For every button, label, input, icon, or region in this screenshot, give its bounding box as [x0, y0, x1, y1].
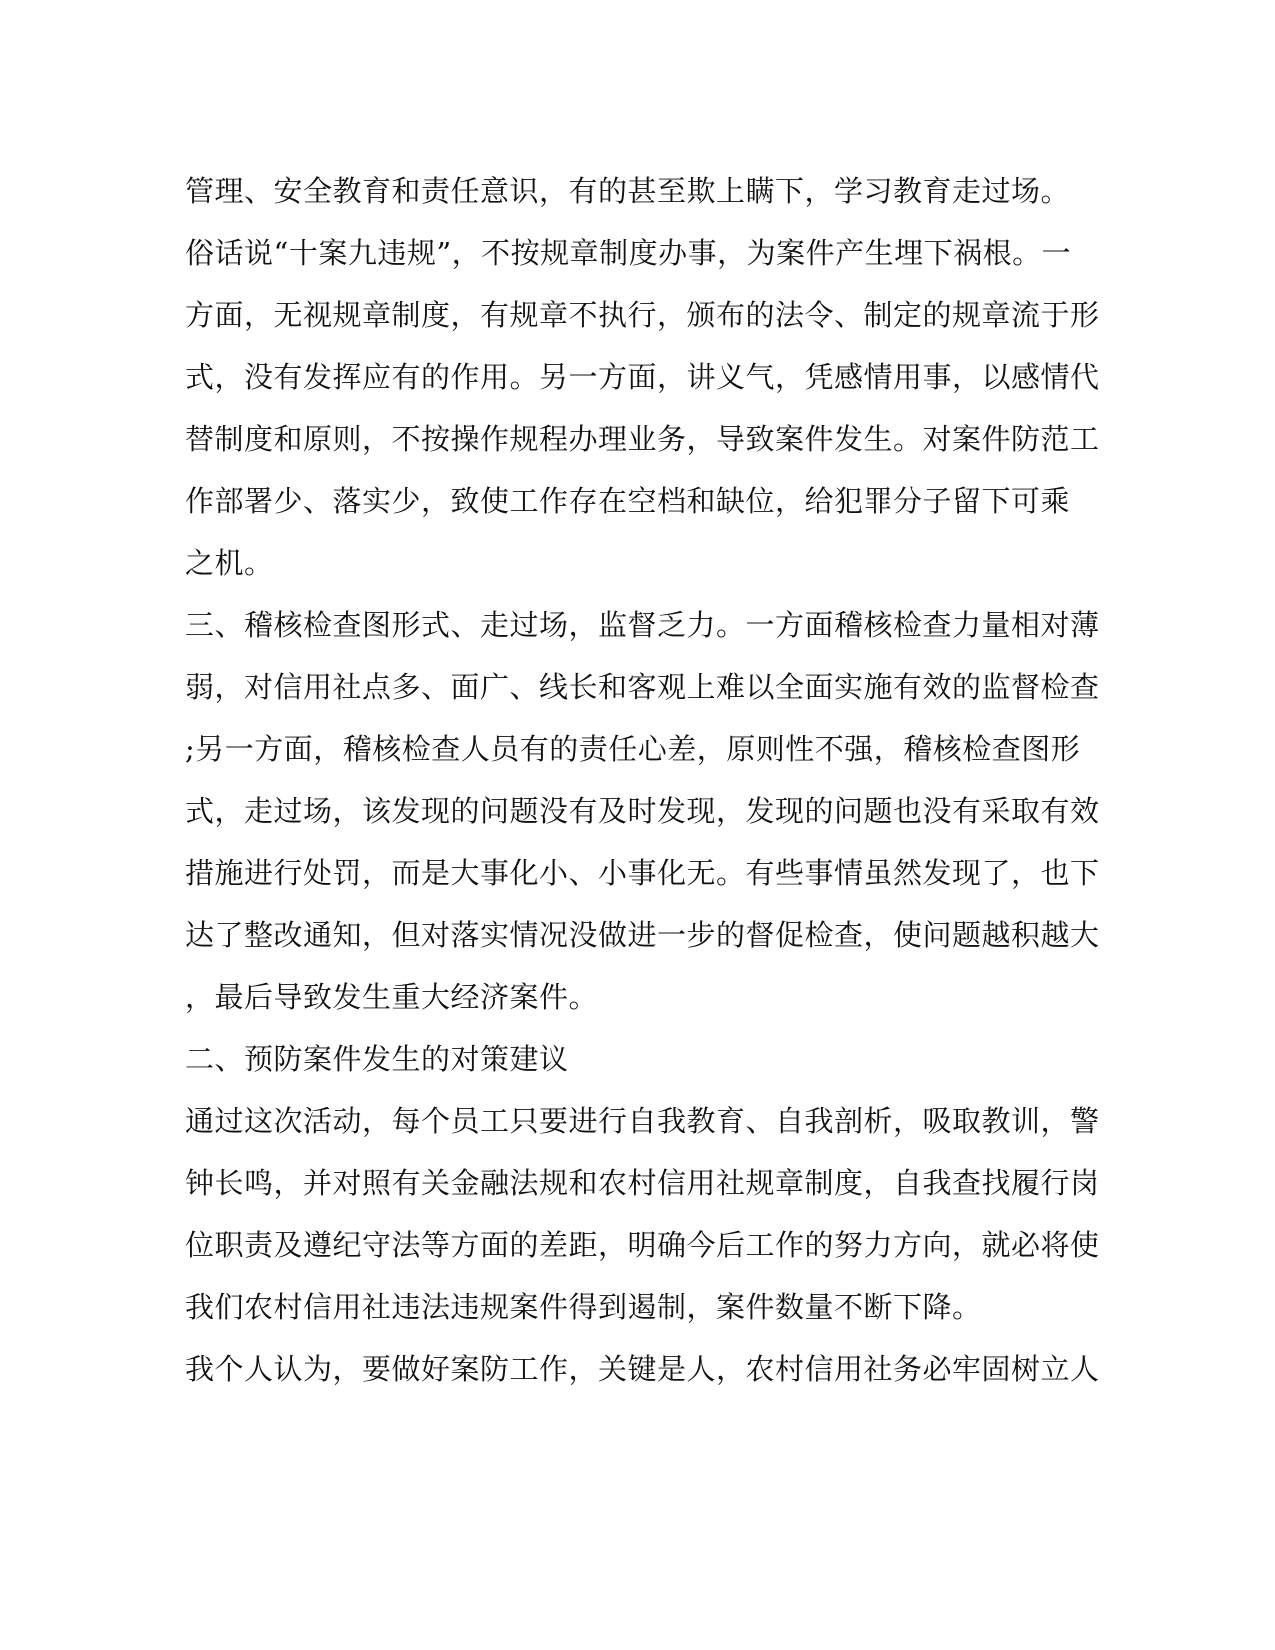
text-line: 达了整改通知，但对落实情况没做进一步的督促检查，使问题越积越大 [185, 918, 1100, 952]
text-line: 替制度和原则，不按操作规程办理业务，导致案件发生。对案件防范工 [185, 422, 1100, 456]
text-line: 通过这次活动，每个员工只要进行自我教育、自我剖析，吸取教训，警 [185, 1104, 1100, 1138]
text-line: 式，走过场，该发现的问题没有及时发现，发现的问题也没有采取有效 [185, 794, 1100, 828]
text-line: 我个人认为，要做好案防工作，关键是人，农村信用社务必牢固树立人 [185, 1352, 1100, 1386]
text-line: 位职责及遵纪守法等方面的差距，明确今后工作的努力方向，就必将使 [185, 1228, 1100, 1262]
text-line: 措施进行处罚，而是大事化小、小事化无。有些事情虽然发现了，也下 [185, 856, 1100, 890]
text-line: 式，没有发挥应有的作用。另一方面，讲义气，凭感情用事，以感情代 [185, 360, 1100, 394]
text-line: ，最后导致发生重大经济案件。 [185, 980, 599, 1014]
text-line: 之机。 [185, 546, 274, 580]
text-line: 三、稽核检查图形式、走过场，监督乏力。一方面稽核检查力量相对薄 [185, 608, 1100, 642]
text-line: 俗话说“十案九违规”，不按规章制度办事，为案件产生埋下祸根。一 [185, 236, 1072, 270]
text-line: 方面，无视规章制度，有规章不执行，颁布的法令、制定的规章流于形 [185, 298, 1100, 332]
text-line: ;另一方面，稽核检查人员有的责任心差，原则性不强，稽核检查图形 [185, 732, 1081, 766]
body-text [185, 160, 1100, 1400]
text-line: 作部署少、落实少，致使工作存在空档和缺位，给犯罪分子留下可乘 [185, 484, 1071, 518]
text-line: 管理、安全教育和责任意识，有的甚至欺上瞒下，学习教育走过场。 [185, 174, 1071, 208]
text-line: 弱，对信用社点多、面广、线长和客观上难以全面实施有效的监督检查 [185, 670, 1100, 704]
text-line: 我们农村信用社违法违规案件得到遏制，案件数量不断下降。 [185, 1290, 982, 1324]
text-line: 二、预防案件发生的对策建议 [185, 1042, 569, 1076]
text-line: 钟长鸣，并对照有关金融法规和农村信用社规章制度，自我查找履行岗 [185, 1166, 1100, 1200]
